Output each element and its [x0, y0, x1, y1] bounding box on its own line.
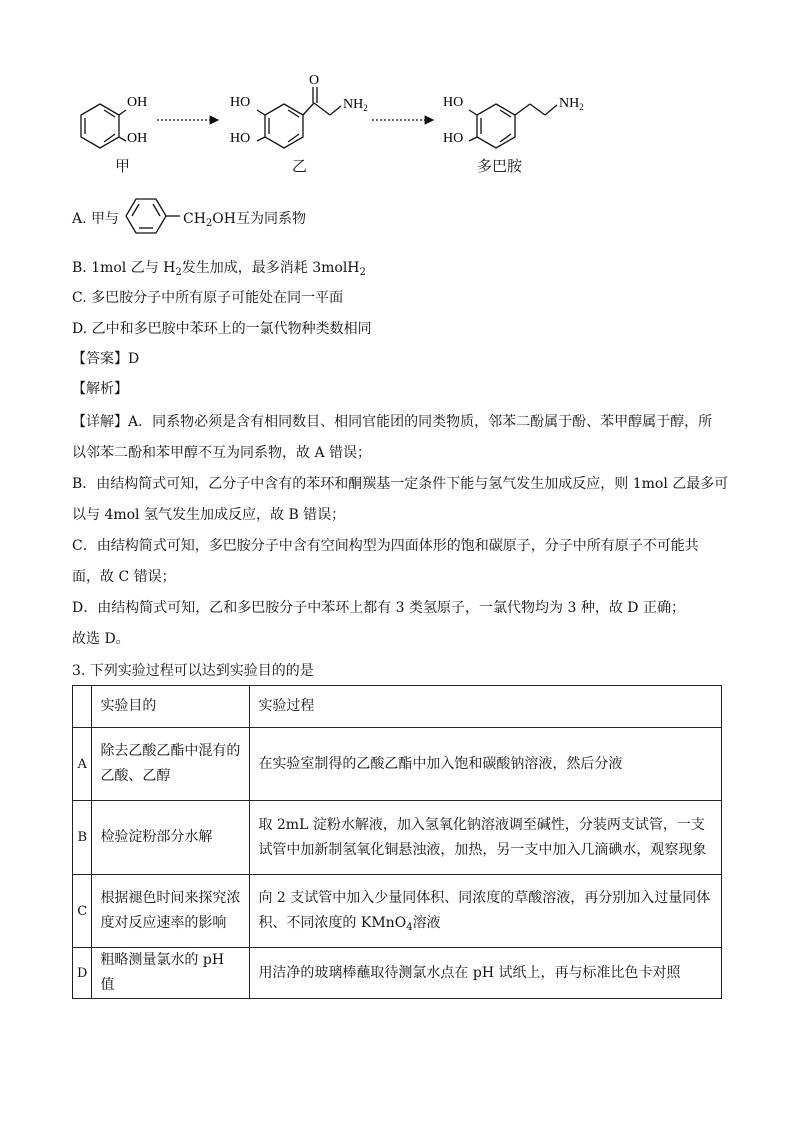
- jia-oh-top: OH: [127, 95, 148, 110]
- row-process: 向 2 支试管中加入少量同体积、同浓度的草酸溶液，再分别加入过量同体 积、不同浓度的 KMnO$_4$溶液: [250, 875, 722, 948]
- row-process: 用洁净的玻璃棒蘸取待测氯水点在 pH 试纸上，再与标准比色卡对照: [250, 948, 722, 999]
- header-purpose: 实验目的: [92, 686, 250, 728]
- caption-dopamine: 多巴胺: [477, 157, 523, 175]
- row-purpose: 粗略测量氯水的 pH 值: [92, 948, 250, 999]
- yi-ho-bottom: HO: [230, 131, 251, 146]
- option-a: A. 甲与: [72, 211, 120, 227]
- catechol-structure: [81, 104, 126, 148]
- yi-carbonyl-o: O: [309, 73, 320, 88]
- header-process: 实验过程: [250, 686, 722, 728]
- analysis-line-2: 以邻苯二酚和苯甲醇不互为同系物，故 A 错误；: [72, 445, 372, 461]
- answer-label: 【答案】: [72, 351, 128, 367]
- option-a-group: $CH_2OH$互为同系物: [183, 211, 306, 229]
- analysis-label: 【解析】: [72, 381, 128, 397]
- dopamine-structure: [469, 104, 557, 148]
- answer-value: D: [128, 351, 140, 367]
- table-row: [73, 728, 722, 801]
- row-label: C: [73, 875, 92, 948]
- row-purpose: 除去乙酸乙酯中混有的 乙酸、乙醇: [92, 728, 250, 801]
- row-purpose: 根据褪色时间来探究浓 度对反应速率的影响: [92, 875, 250, 948]
- dopamine-ho-top: HO: [443, 95, 464, 110]
- row-purpose: 检验淀粉部分水解: [92, 801, 250, 875]
- analysis-line-3: B．由结构简式可知，乙分子中含有的苯环和酮羰基一定条件下能与氢气发生加成反应，则 1mol 乙最多可: [72, 476, 729, 492]
- yi-structure: [257, 87, 341, 148]
- analysis-line-8: 故选 D。: [72, 631, 130, 647]
- answer-line: [72, 348, 139, 368]
- analysis-line-6: 面，故 C 错误；: [72, 569, 176, 585]
- row-label: A: [73, 728, 92, 801]
- dopamine-ho-bottom: HO: [443, 131, 464, 146]
- option-c: C. 多巴胺分子中所有原子可能处在同一平面: [72, 290, 344, 306]
- option-d: D. 乙中和多巴胺中苯环上的一氯代物种类数相同: [72, 321, 372, 337]
- option-b: B. 1mol 乙与 $H_2$发生加成，最多消耗 3molH$_2$: [72, 260, 366, 278]
- yi-ho-top: HO: [230, 95, 251, 110]
- table-row: [73, 875, 722, 948]
- caption-yi: 乙: [292, 157, 308, 175]
- analysis-line-1: 【详解】A．同系物必须是含有相同数目、相同官能团的同类物质，邻苯二酚属于酚、苯甲醇属于醇，所: [72, 414, 713, 430]
- dopamine-nh2: $NH_2$: [559, 96, 584, 112]
- caption-jia: 甲: [115, 157, 131, 175]
- table-header-row: [73, 686, 722, 728]
- row-process: 在实验室制得的乙酸乙酯中加入饱和碳酸钠溶液，然后分液: [250, 728, 722, 801]
- analysis-line-4: 以与 4mol 氢气发生加成反应，故 B 错误；: [72, 507, 346, 523]
- row-label: B: [73, 801, 92, 875]
- experiment-table: [72, 685, 722, 999]
- jia-oh-bottom: OH: [127, 131, 148, 146]
- table-row: [73, 801, 722, 875]
- analysis-line-5: C．由结构简式可知，多巴胺分子中含有空间构型为四面体形的饱和碳原子，分子中所有原子不可能共: [72, 538, 699, 554]
- reaction-scheme-drawing: [0, 60, 794, 160]
- analysis-line-7: D．由结构简式可知，乙和多巴胺分子中苯环上都有 3 类氢原子，一氯代物均为 3 种，故 D 正确；: [72, 600, 685, 616]
- reaction-scheme: [0, 60, 794, 160]
- row-label: D: [73, 948, 92, 999]
- header-blank: [73, 686, 92, 728]
- question-3-stem: 3. 下列实验过程可以达到实验目的的是: [72, 663, 314, 679]
- yi-nh2: $NH_2$: [343, 97, 368, 113]
- table-row: [73, 948, 722, 999]
- row-process: 取 2mL 淀粉水解液，加入氢氧化钠溶液调至碱性，分装两支试管，一支 试管中加新制氢氧化铜悬浊液，加热，另一支中加入几滴碘水，观察现象: [250, 801, 722, 875]
